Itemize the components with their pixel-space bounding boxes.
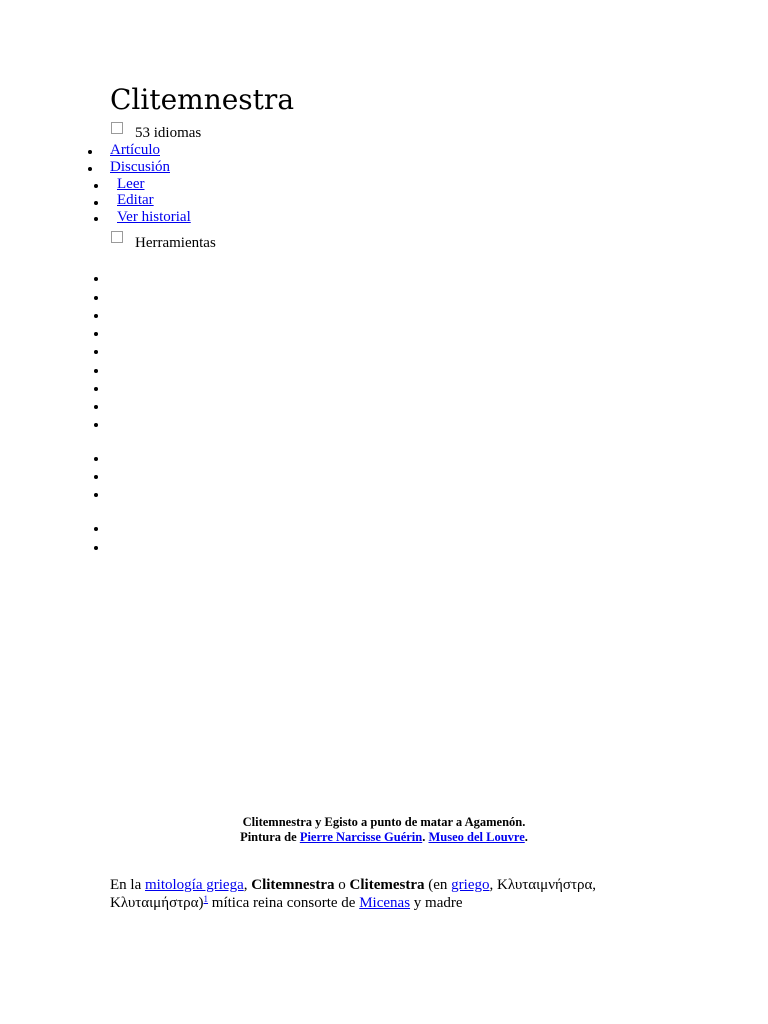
intro-text: y madre [410, 895, 463, 911]
caption-text: Pintura de [240, 830, 300, 844]
intro-text: , Κλυταιμνήστρα, Κλυταιμήστρα) [110, 877, 597, 911]
image-caption [110, 815, 658, 845]
mycenae-link[interactable]: Micenas [359, 895, 411, 911]
greek-language-link[interactable]: griego [451, 877, 490, 893]
list-bullet [94, 332, 98, 336]
greek-mythology-link[interactable]: mitología griega [145, 877, 244, 893]
list-bullet [94, 527, 98, 531]
caption-line-1: Clitemnestra y Egisto a punto de matar a Agamenón. [242, 815, 526, 829]
list-bullet [94, 423, 98, 427]
list-bullet [94, 217, 98, 221]
tab-view-history[interactable]: Ver historial [117, 209, 191, 225]
list-bullet [94, 405, 98, 409]
caption-text: . [422, 830, 429, 844]
tab-article[interactable]: Artículo [110, 142, 160, 158]
tab-edit[interactable]: Editar [117, 192, 154, 208]
list-bullet [88, 167, 92, 171]
intro-bold-name: Clitemestra [349, 877, 425, 893]
tab-read[interactable]: Leer [117, 176, 145, 192]
list-bullet [94, 457, 98, 461]
list-bullet [88, 150, 92, 154]
list-bullet [94, 201, 98, 205]
page-title: Clitemnestra [110, 83, 295, 116]
list-bullet [94, 475, 98, 479]
list-bullet [94, 493, 98, 497]
list-bullet [94, 387, 98, 391]
list-bullet [94, 296, 98, 300]
list-bullet [94, 350, 98, 354]
list-bullet [94, 546, 98, 550]
intro-text: En la [110, 877, 145, 893]
list-bullet [94, 184, 98, 188]
tab-discussion[interactable]: Discusión [110, 159, 170, 175]
intro-paragraph [110, 876, 630, 912]
museum-link[interactable]: Museo del Louvre [428, 830, 525, 844]
languages-toggle-checkbox[interactable] [111, 122, 123, 134]
languages-label[interactable]: 53 idiomas [135, 125, 202, 141]
list-bullet [94, 314, 98, 318]
tools-toggle-checkbox[interactable] [111, 231, 123, 243]
intro-text: (en [424, 877, 452, 893]
list-bullet [94, 277, 98, 281]
painter-link[interactable]: Pierre Narcisse Guérin [299, 830, 423, 844]
intro-text: mítica reina consorte de [208, 895, 360, 911]
intro-text: , [243, 877, 252, 893]
reference-link[interactable]: 1 [203, 894, 209, 904]
intro-bold-name: Clitemnestra [251, 877, 335, 893]
tools-label[interactable]: Herramientas [135, 235, 216, 251]
caption-line-2 [110, 830, 658, 845]
list-bullet [94, 369, 98, 373]
intro-text: o [334, 877, 350, 893]
caption-text: . [524, 830, 528, 844]
